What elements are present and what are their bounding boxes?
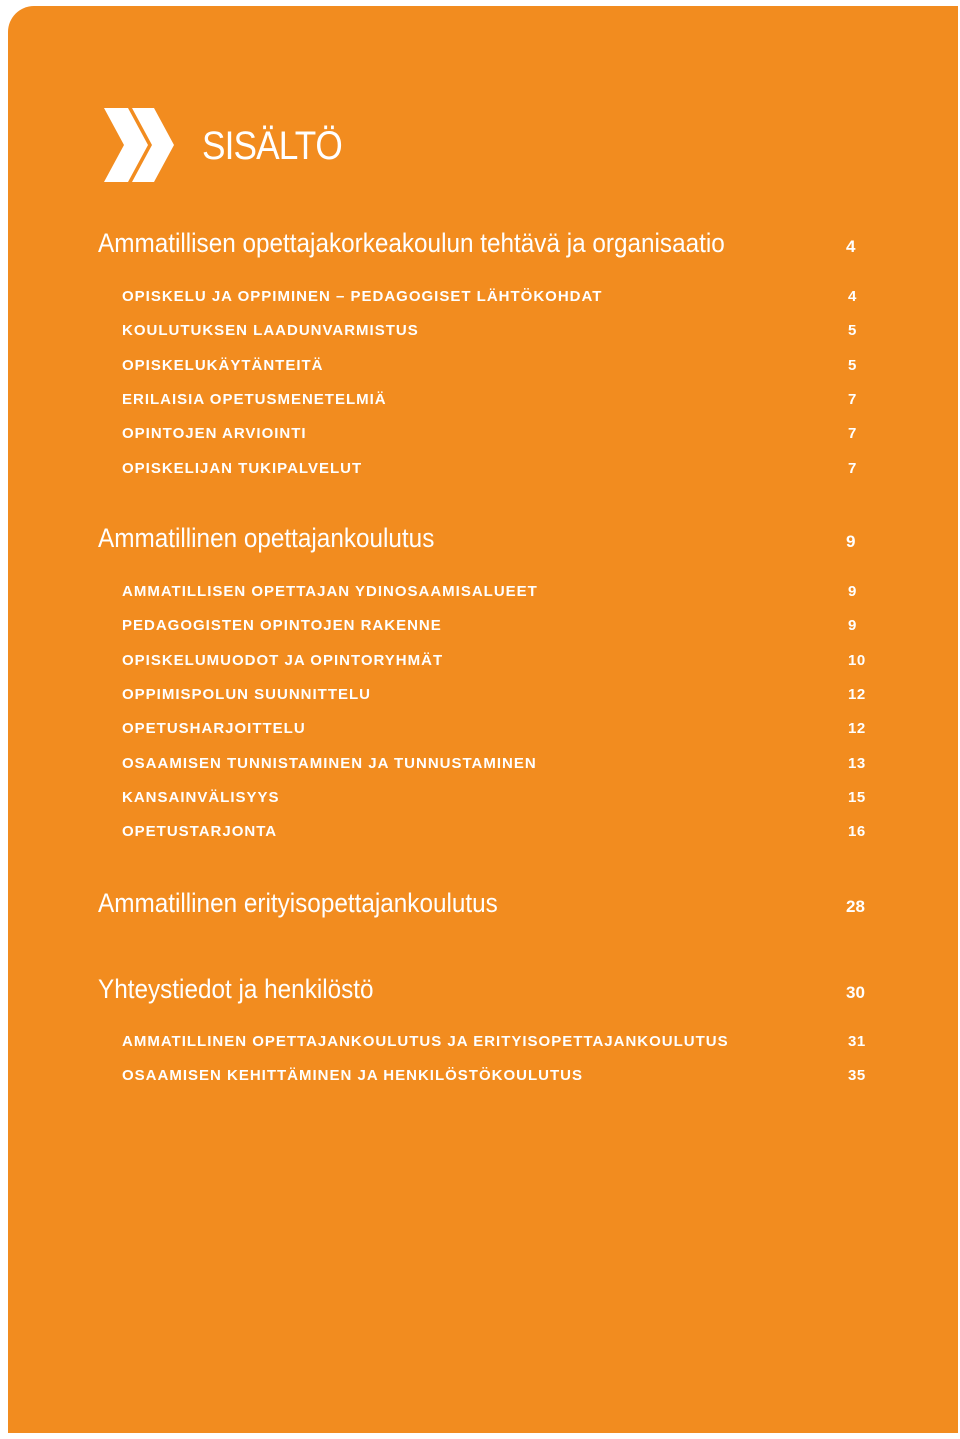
toc-entry-label: KANSAINVÄLISYYS [122,788,280,806]
toc-section-label: Ammatillisen opettajakorkeakoulun tehtävä ja organisaatio [98,228,725,258]
toc-entry-page-number: 15 [848,788,866,806]
toc-entry-label: OPISKELUKÄYTÄNTEITÄ [122,356,324,374]
toc-section-page-number: 30 [846,983,865,1002]
toc-section-label: Ammatillinen opettajankoulutus [98,523,435,553]
toc-entry-page-number: 4 [848,288,857,305]
toc-entry-label: OPETUSTARJONTA [122,823,278,841]
toc-entry-label: OPINTOJEN ARVIOINTI [122,425,307,443]
toc-entry-label: PEDAGOGISTEN OPINTOJEN RAKENNE [122,617,442,635]
toc-entry-page-number: 31 [848,1033,866,1050]
toc-entry-label: OPISKELU JA OPPIMINEN – PEDAGOGISET LÄHTÖKOHDAT [122,288,603,305]
toc-entry-label: AMMATILLISEN OPETTAJAN YDINOSAAMISALUEET [122,583,538,600]
toc-section-page-number: 4 [846,237,856,256]
toc-entry-page-number: 13 [848,754,866,772]
toc-section-page-number: 9 [846,532,856,551]
toc-entry-label: OPPIMISPOLUN SUUNNITTELU [122,685,372,703]
toc-entry-page-number: 7 [848,390,857,408]
toc-entry-label: OPISKELIJAN TUKIPALVELUT [122,459,363,477]
toc-entry-page-number: 7 [848,425,857,443]
toc-entry-label: AMMATILLINEN OPETTAJANKOULUTUS JA ERITYISOPETTAJANKOULUTUS [122,1033,729,1050]
toc-entry-label: OSAAMISEN TUNNISTAMINEN JA TUNNUSTAMINEN [122,754,537,772]
toc-section-label: Yhteystiedot ja henkilöstö [98,974,374,1004]
toc-entry-page-number: 10 [848,651,866,669]
toc-entry-page-number: 35 [848,1067,866,1085]
toc-entry-page-number: 7 [848,459,857,477]
toc-entry-page-number: 12 [848,720,866,738]
toc-entry-page-number: 16 [848,823,866,841]
toc-section-label: Ammatillinen erityisopettajankoulutus [98,888,498,918]
toc-entry-page-number: 5 [848,322,857,340]
page-title: SISÄLTÖ [202,124,342,168]
toc-entry-label: OSAAMISEN KEHITTÄMINEN JA HENKILÖSTÖKOULUTUS [122,1067,583,1085]
toc-entry-label: KOULUTUKSEN LAADUNVARMISTUS [122,322,419,340]
toc-entry-page-number: 9 [848,617,857,635]
toc-entry-page-number: 12 [848,685,866,703]
toc-entry-page-number: 5 [848,356,857,374]
toc-page [8,6,958,1433]
toc-entry-page-number: 9 [848,583,857,600]
toc-section-page-number: 28 [846,897,865,916]
toc-entry-label: ERILAISIA OPETUSMENETELMIÄ [122,390,387,408]
toc-entry-label: OPETUSHARJOITTELU [122,720,306,738]
toc-entry-label: OPISKELUMUODOT JA OPINTORYHMÄT [122,651,444,669]
double-chevron-icon [104,108,174,182]
